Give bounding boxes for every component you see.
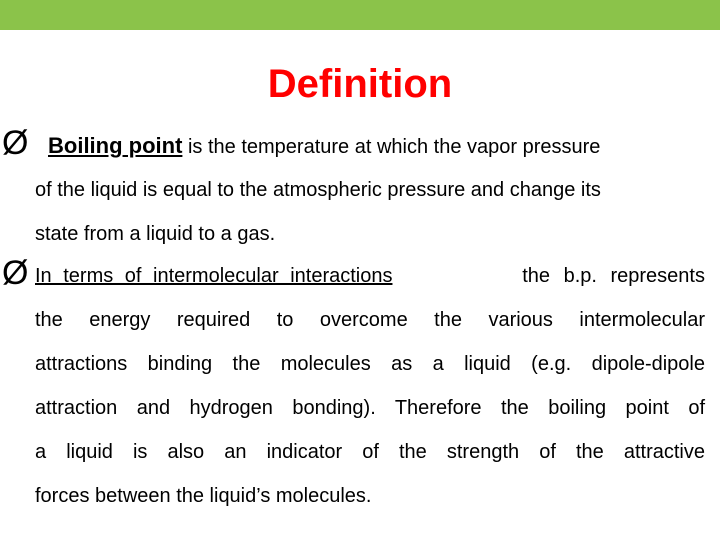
bullet-line: [48, 134, 600, 159]
bullet-line: attraction and hydrogen bonding). Therefore the boiling point of: [35, 397, 705, 419]
bullet-line: [35, 264, 705, 288]
bullet-line: the energy required to overcome the various intermolecular: [35, 309, 705, 331]
bullet-line: state from a liquid to a gas.: [35, 223, 276, 245]
bullet-line: a liquid is also an indicator of the strength of the attractive: [35, 441, 705, 463]
arrow-bullet-icon: Ø: [2, 124, 29, 162]
bullet-text: the b.p. represents: [522, 265, 705, 287]
top-accent-bar: [0, 0, 720, 30]
bullet-term: In terms of intermolecular interactions: [35, 265, 393, 287]
bullet-line: forces between the liquid’s molecules.: [35, 485, 372, 507]
bullet-line: attractions binding the molecules as a liquid (e.g. dipole-dipole: [35, 353, 705, 375]
slide-title: Definition: [267, 62, 453, 106]
bullet-term: Boiling point: [48, 133, 183, 158]
arrow-bullet-icon: Ø: [2, 254, 29, 292]
bullet-text: is the temperature at which the vapor pressure: [187, 136, 601, 158]
bullet-line: of the liquid is equal to the atmospheric pressure and change its: [35, 179, 601, 201]
